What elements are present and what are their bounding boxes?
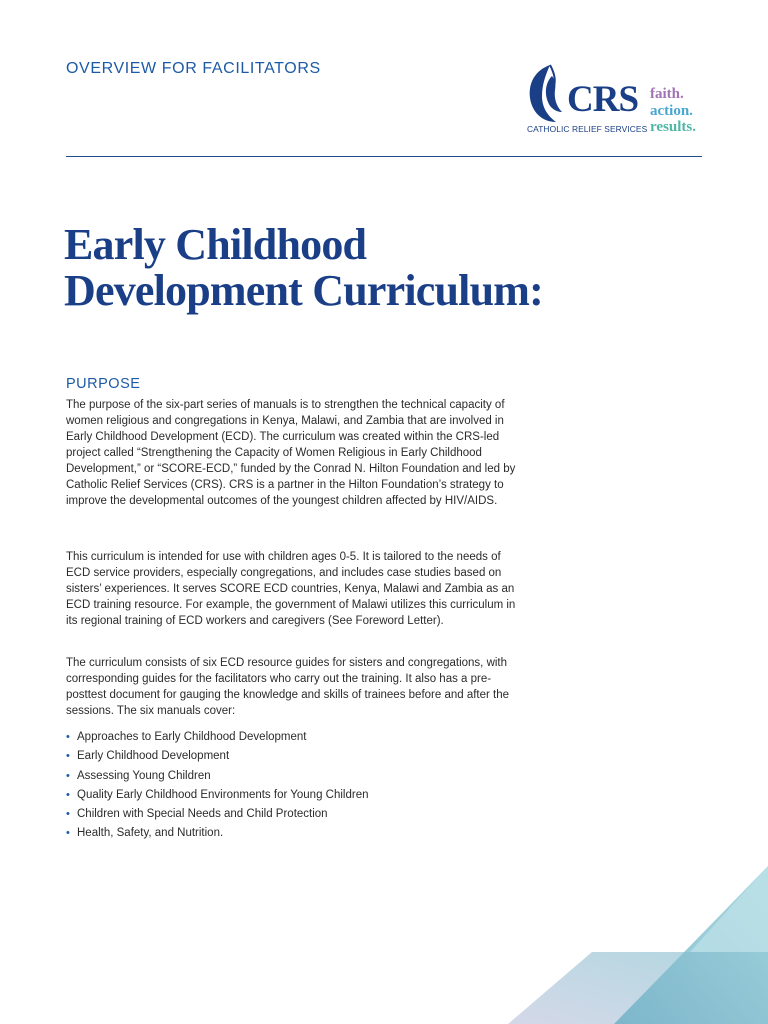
bullet-icon: • <box>66 769 70 782</box>
bullet-icon: • <box>66 731 70 743</box>
tagline-results: results. <box>650 119 696 135</box>
list-item: • Health, Safety, and Nutrition. <box>66 827 224 840</box>
purpose-paragraph-1: The purpose of the six-part series of manuals is to strengthen the technical capacity of women religious and congregations in Kenya, Malawi, and Zambia that are involved in Early Childhood Development (ECD). The curriculum was created within the CRS-led project called “Strengthening the Capacity of Women Religious in Early Childhood Development,” or “SCORE-ECD,” funded by the Conrad N. Hilton Foundation and led by Catholic Relief Services (CRS). CRS is a partner in the Hilton Foundation’s strategy to improve the developmental outcomes of the youngest children affected by HIV/AIDS. <box>66 399 516 507</box>
list-item: • Quality Early Childhood Environments for Young Children <box>66 788 369 801</box>
crs-wordmark: CRS <box>567 79 639 120</box>
bullet-icon: • <box>66 808 70 821</box>
document-overline: OVERVIEW FOR FACILITATORS <box>66 60 321 77</box>
bullet-icon: • <box>66 788 70 801</box>
list-item: • Approaches to Early Childhood Development <box>66 731 307 743</box>
purpose-paragraph-2: This curriculum is intended for use with children ages 0-5. It is tailored to the needs of ECD service providers, especially congregations, and includes case studies based on sisters’ experiences. It serves SCORE ECD countries, Kenya, Malawi and Zambia as an ECD training resource. For example, the government of Malawi utilizes this curriculum in its regional training of ECD workers and caregivers (See Foreword Letter). <box>66 551 516 627</box>
list-item: • Assessing Young Children <box>66 769 211 782</box>
bullet-icon: • <box>66 827 70 840</box>
tagline-faith: faith. <box>650 86 684 102</box>
list-item: • Early Childhood Development <box>66 750 230 763</box>
purpose-heading: PURPOSE <box>66 376 141 392</box>
list-item: • Children with Special Needs and Child Protection <box>66 808 328 821</box>
crs-subtitle: CATHOLIC RELIEF SERVICES <box>527 124 648 134</box>
purpose-paragraph-3: The curriculum consists of six ECD resource guides for sisters and congregations, with corresponding guides for the facilitators who carry out the training. It also has a pre-posttest document for gauging the knowledge and skills of trainees before and after the sessions. The six manuals cover: <box>66 657 510 717</box>
title-line-2: Development Curriculum: <box>64 266 543 315</box>
bullet-icon: • <box>66 750 70 763</box>
title-line-1: Early Childhood <box>64 220 367 269</box>
tagline-action: action. <box>650 103 693 119</box>
